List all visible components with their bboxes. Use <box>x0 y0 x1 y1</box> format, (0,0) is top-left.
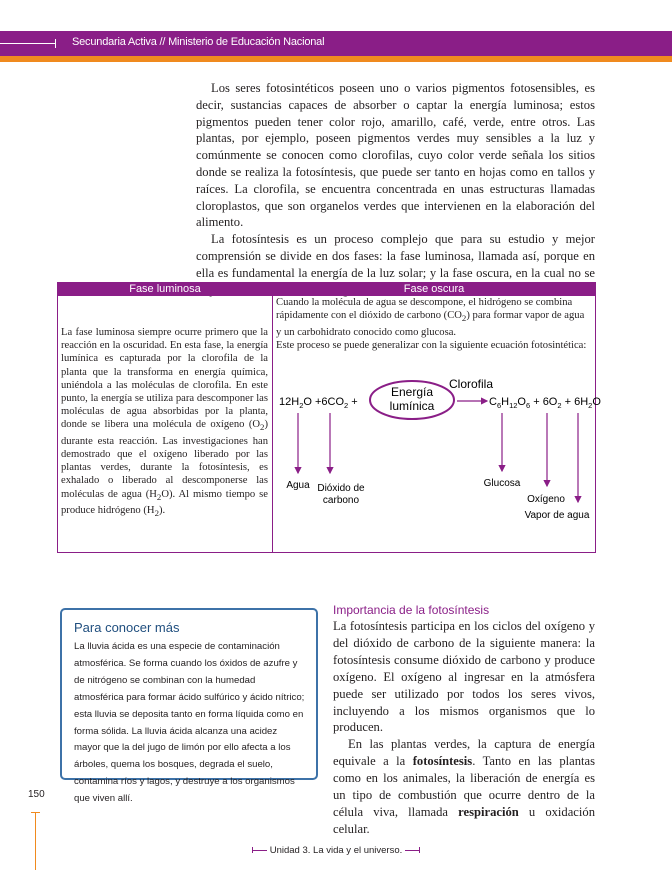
chlorophyll-label: Clorofila <box>449 377 494 391</box>
box-title: Para conocer más <box>74 620 180 635</box>
luminosa-sub-c: 2 <box>154 507 159 518</box>
box-text <box>74 639 306 808</box>
photosynthesis-equation-diagram <box>273 363 601 523</box>
luminosa-text-a: La fase luminosa siempre ocurre primero que la reacción en la oscuridad. En esta fase, la energía lumínica es capturada por la clorofila de la planta que la transforma en energía química, uniéndola a las moléculas de clorofila. En este punto, la energía se utiliza para descomponer las moléculas de agua absorbidas por la planta, donde se libera una molécula de oxígeno (O <box>61 327 268 431</box>
footer-rule-right <box>405 850 419 851</box>
fase-luminosa-text <box>61 326 268 520</box>
dioxido-label-1: Dióxido de <box>317 483 365 494</box>
margin-rule-tick <box>31 812 40 813</box>
footer <box>0 845 672 856</box>
footer-title: La vida y el universo. <box>310 845 403 856</box>
oscura-text-p2: Este proceso se puede generalizar con la siguiente ecuación fotosintética: <box>276 340 587 352</box>
importance-paragraph-1: La fotosíntesis participa en los ciclos del oxígeno y del dióxido de carbono de la siguiente manera: la fotosíntesis consume dióxido de carbono y produce oxígeno. El oxígeno al ingresar en la atmósfera puede ser utilizado por todos los seres vivos, incluyendo a los mismos organismos que lo producen. <box>333 619 595 735</box>
oxigeno-label: Oxígeno <box>527 494 565 505</box>
energy-label-2: lumínica <box>389 399 435 413</box>
header-rule-tick <box>55 39 56 48</box>
phases-table <box>57 282 601 553</box>
imp-p2-e: u oxidación celular. <box>333 804 595 836</box>
header-fase-luminosa: Fase luminosa <box>58 283 272 296</box>
agua-label: Agua <box>286 480 310 491</box>
header-title: Secundaria Activa // Ministerio de Educación Nacional <box>72 36 325 48</box>
imp-p2-a: En las plantas verdes, la captura de energía equivale a la <box>333 737 595 769</box>
energy-label-1: Energía <box>390 385 434 399</box>
oscura-sub-a: 2 <box>461 313 467 324</box>
importance-text <box>333 618 595 838</box>
footer-unit: Unidad 3. <box>269 845 311 856</box>
vapor-label: Vapor de agua <box>524 510 590 521</box>
fase-oscura-text <box>276 296 591 353</box>
imp-p2-c: . Tanto en las plantas como en los animales, la liberación de energía es un tipo de combustión que ocurre dentro de la célula viva, llamada <box>333 754 595 819</box>
luminosa-sub-a: 2 <box>260 422 265 433</box>
oscura-text-a: Cuando la molécula de agua se descompone, el hidrógeno se combina rápidamente con el dióxido de carbono (CO <box>276 297 573 322</box>
box-paragraph: La lluvia ácida es una especie de contaminación atmosférica. Se forma cuando los óxidos de azufre y de nitrógeno se combinan con la humedad atmosférica para formar ácido sulfúrico y ácido nítrico; esta lluvia se deposita tanto en forma líquida como en forma sólida. La lluvia ácida alcanza una acidez mayor que la del jugo de limón por ello afecta a los árboles, quema los bosques, degrada el suelo, contamina ríos y lagos, y destruye a los organismos que viven allí. <box>74 641 305 805</box>
dioxido-label-2: carbono <box>322 495 360 506</box>
oscura-text-b: ) para formar vapor de agua y un carbohidrato conocido como glucosa. <box>276 310 585 338</box>
margin-rule <box>35 812 36 870</box>
importance-paragraph-2 <box>333 736 595 837</box>
luminosa-text-b: ) durante esta reacción. Las investigaciones han demostrado que el oxígeno liberado por las plantas verdes, durante la fotosíntesis, es exhalado o liberado al descomponerse las moléculas de agua (H <box>61 419 268 500</box>
luminosa-text-d: ). <box>158 504 166 516</box>
intro-paragraph-2: La fotosíntesis es un proceso complejo que para su estudio y mejor comprensión se divide en dos fases: la fase luminosa, llamada así, porque en ella es fundamental la energía de la luz solar; y la fase oscura, en la cual no se <box>196 232 595 280</box>
luminosa-text-c: O). Al mismo tiempo se produce hidrógeno (H <box>61 488 268 516</box>
page-number: 150 <box>28 789 45 800</box>
products-formula: $C_6H_{12}O_6 + 6O_2 + 6H_2O$ <box>489 396 601 410</box>
reactants-formula: $12H_2O +6CO_2$ + <box>279 396 358 410</box>
footer-rule-left <box>253 850 267 851</box>
header-fase-oscura: Fase oscura <box>273 283 595 296</box>
luminosa-sub-b: 2 <box>156 491 162 502</box>
glucosa-label: Glucosa <box>483 478 521 489</box>
importance-title: Importancia de la fotosíntesis <box>333 603 490 617</box>
header-accent-stripe <box>0 56 672 62</box>
footer-tick-right <box>419 847 420 853</box>
para-conocer-mas-box <box>60 608 318 805</box>
intro-paragraph-1: Los seres fotosintéticos poseen uno o varios pigmentos fotosensibles, es decir, sustancias capaces de absorber o captar la energía luminosa; estos pigmentos pueden tener color rojo, amarillo, café, verde, entre otros. Las plantas, por ejemplo, poseen pigmentos verdes muy sensibles a la luz y comúnmente se conocen como clorofilas, cuyo color verde señala los sitios donde se realiza la fotosíntesis, que puede ser tanto en hojas como en tallos y raíces. La clorofila, se encuentra concentrada en unas estructuras llamadas cloroplastos, que son organelos verdes que intervienen en la elaboración del alimento. <box>196 81 595 230</box>
intro-text <box>196 80 595 298</box>
imp-p2-bold-respiracion: respiración <box>458 804 519 819</box>
imp-p2-bold-fotosintesis: fotosíntesis <box>412 754 473 769</box>
header-rule <box>0 43 56 44</box>
